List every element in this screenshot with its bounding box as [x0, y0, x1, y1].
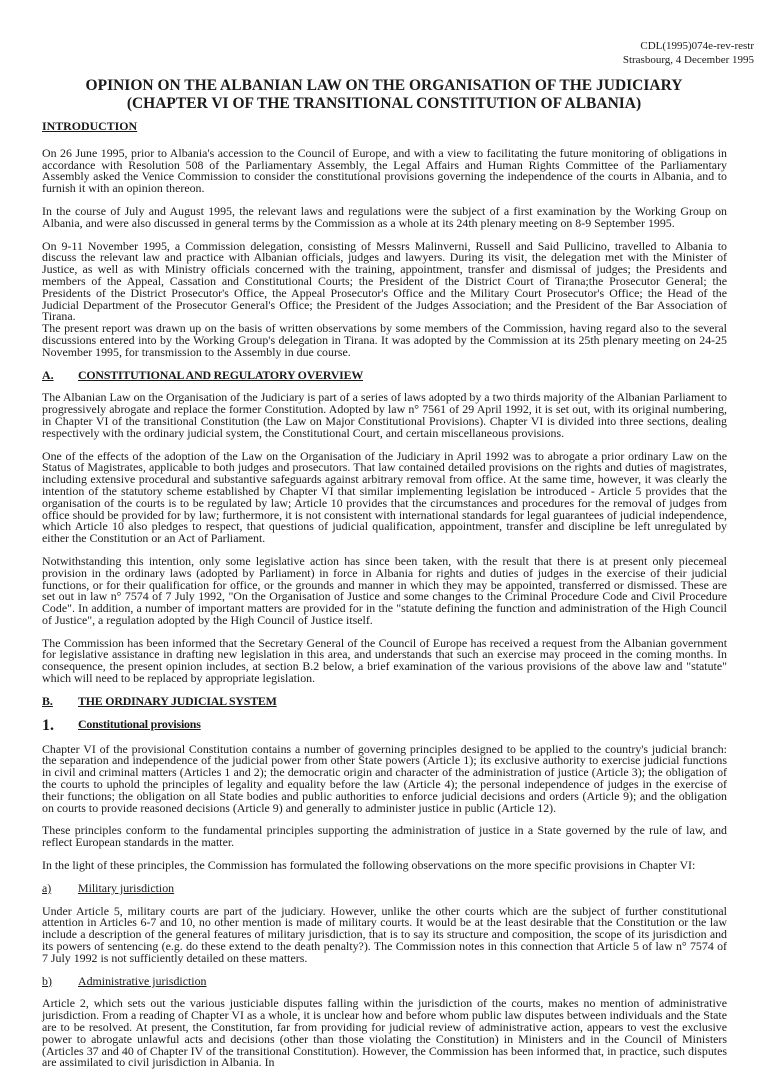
- document-title: [0, 77, 768, 113]
- section-a-label: A.: [42, 367, 54, 382]
- subsection-1-heading: [42, 716, 727, 734]
- section-b-paragraph-5: Article 2, which sets out the various justiciable disputes falling within the jurisdiction of the courts, makes no mention of administrative jurisdiction. From a reading of Chapter VI as a whole, it is unclear how and before whom public law disputes between individuals and the State are to be resolved. At present, the Constitution, far from providing for judicial review of administrative action, appears to vest the exclusive power to abrogate unlawful acts and decisions (other than those violating the Constitution) in Ministers and in the Council of Ministers (Articles 37 and 40 of Chapter IV of the transitional Constitution). However, the Commission has been informed that, in practice, such disputes are assimilated to civil jurisdiction in Albania. In: [42, 996, 727, 1070]
- subsection-a-title: Military jurisdiction: [78, 880, 175, 895]
- section-b-paragraph-3: In the light of these principles, the Commission has formulated the following observations on the more specific provisions in Chapter VI:: [42, 858, 696, 873]
- subsection-1-title: Constitutional provisions: [78, 716, 201, 731]
- reference-code: CDL(1995)074e-rev-restr: [640, 40, 754, 52]
- intro-paragraph-1: On 26 June 1995, prior to Albania's accession to the Council of Europe, and with a view to facilitating the future monitoring of obligations in accordance with Resolution 508 of the Parliamentary Assembly, the Legal Affairs and Human Rights Committee of the Parliamentary Assembly asked the Venice Commission to consider the constitutional provisions governing the independence of the courts in Albania, and to furnish it with an opinion thereon.: [42, 145, 727, 196]
- section-a-paragraph-2: One of the effects of the adoption of the Law on the Organisation of the Judiciary in April 1992 was to abrogate a prior ordinary Law on the Status of Magistrates, applicable to both judges and prosecutors. That law contained detailed provisions on the rights and duties of magistrates, including extensive procedural and substantive safeguards against arbitrary removal from office. At the same time, however, it was clearly the intention of the statutory scheme established by Chapter VI that similar implementing legislation be introduced - Article 5 provides that the organisation of the courts is to be regulated by law; Article 10 provides that the circumstances and procedures for the removal of judges from office should be provided for by law; furthermore, it is not consistent with international standards for legal guarantees of judicial independence, which Article 10 also pledges to respect, that questions of judicial qualification, appointment, transfer and discipline be left unregulated by either the Constitution or an Act of Parliament.: [42, 448, 727, 546]
- document-body: [42, 121, 727, 1080]
- title-line-2: (CHAPTER VI OF THE TRANSITIONAL CONSTITUTION OF ALBANIA): [126, 95, 642, 112]
- section-b-title: THE ORDINARY JUDICIAL SYSTEM: [78, 693, 277, 708]
- subsection-a-label: a): [42, 880, 52, 895]
- section-b-heading: [42, 693, 727, 708]
- intro-paragraph-3: On 9-11 November 1995, a Commission delegation, consisting of Messrs Malinverni, Russell and Said Pullicino, travelled to Albania to discuss the relevant law and practice with Albanian officials, judges and lawyers. During its visit, the delegation met with the Minister of Justice, as well as with Ministry officials concerned with the training, appointment, transfer and dismissal of judges; the Presidents and members of the Appeal, Cassation and Constitutional Courts; the President of the District Court of Tirana;the Prosecutor General; the Presidents of the District Prosecutor's Office, the Appeal Prosecutor's Office and the Military Court Prosecutor's Office; the Head of the Judicial Department of the Prosecutor General's Office; the President of the Judges Association; and the President of the Bar Association of Tirana.: [42, 238, 727, 324]
- subsection-b-heading: [42, 973, 727, 988]
- section-a-heading: [42, 367, 727, 382]
- introduction-heading: INTRODUCTION: [42, 119, 138, 133]
- section-a-paragraph-3: Notwithstanding this intention, only some legislative action has since been taken, with the result that there is at present only piecemeal provision in the ordinary laws (adopted by Parliament) in force in Albania for rights and duties of judges in the exercise of their judicial functions, or for their qualification for office, or the grounds and manner in which they may be appointed, transferred or dismissed. These are set out in law n° 7574 of 7 July 1992, "On the Organisation of Justice and some changes to the Criminal Procedure Code and Civil Procedure Code". In addition, a number of important matters are provided for in the "statute defining the function and administration of the High Council of Justice", a regulation adopted by the High Council of Justice itself.: [42, 553, 727, 627]
- section-b-paragraph-1: Chapter VI of the provisional Constitution contains a number of governing principles designed to be applied to the country's judicial branch: the separation and independence of the judicial power from other State powers (Article 1); its exclusive authority to exercise judicial functions in civil and criminal matters (Articles 1 and 2); the democratic origin and character of the administration of justice (Article 3); the obligation of the courts to uphold the principles of legality and equality before the law (Article 4); the personal independence of judges in the exercise of their functions; the obligation on all State bodies and public authorities to enforce judicial decisions and orders (Article 9); and the obligation on courts to provide reasoned decisions (Article 9) and generally to administer justice in public (Article 12).: [42, 741, 727, 815]
- section-a-title: CONSTITUTIONAL AND REGULATORY OVERVIEW: [78, 367, 364, 382]
- section-b-paragraph-2: These principles conform to the fundamental principles supporting the administration of justice in a State governed by the rule of law, and reflect European standards in the matter.: [42, 823, 727, 850]
- section-a-paragraph-1: The Albanian Law on the Organisation of the Judiciary is part of a series of laws adopted by a two thirds majority of the Albanian Parliament to progressively abrogate and replace the former Constitution. Adopted by law n° 7561 of 29 April 1992, it is set out, with its original numbering, in Chapter VI of the transitional Constitution (the Law on Major Constitutional Provisions). Chapter VI is divided into three sections, dealing respectively with the ordinary judicial system, the Constitutional Court, and certain miscellaneous provisions.: [42, 390, 727, 440]
- intro-paragraph-4: The present report was drawn up on the basis of written observations by some members of the Commission, having regard also to the several discussions entered into by the Working Group's delegation in Tirana. It was adopted by the Commission at its 25th plenary meeting on 24-25 November 1995, for transmission to the Assembly in due course.: [42, 321, 727, 359]
- subsection-a-heading: [42, 880, 727, 895]
- section-a-paragraph-4: The Commission has been informed that the Secretary General of the Council of Europe has received a request from the Albanian government for legislative assistance in drafting new legislation in this area, and understands that such an exercise may proceed in the coming months. In consequence, the present opinion includes, at section B.2 below, a brief examination of the various provisions of the above law and "statute" which will need to be replaced by appropriate legislation.: [42, 635, 727, 686]
- section-b-paragraph-4: Under Article 5, military courts are part of the judiciary. However, unlike the other courts which are the subject of further constitutional attention in Articles 6-7 and 10, no other mention is made of military courts. It would be at the least desirable that the Constitution or the law include a description of the general features of military jurisdiction, that is to say its structure and composition, the scope of its jurisdiction and its powers of sentencing (e.g. do these extend to the death penalty?). The Commission notes in this connection that Article 5 of law n° 7574 of 7 July 1992 is not sufficiently detailed on these matters.: [42, 903, 727, 965]
- document-reference: [623, 39, 754, 67]
- section-b-label: B.: [42, 693, 53, 708]
- title-line-1: OPINION ON THE ALBANIAN LAW ON THE ORGANISATION OF THE JUDICIARY: [85, 77, 683, 94]
- subsection-b-title: Administrative jurisdiction: [78, 973, 207, 988]
- subsection-b-label: b): [42, 973, 52, 988]
- intro-paragraph-2: In the course of July and August 1995, the relevant laws and regulations were the subject of a first examination by the Working Group on Albania, and were also discussed in general terms by the Commission as a whole at its 24th plenary meeting on 8-9 September 1995.: [42, 203, 727, 230]
- subsection-1-label: 1.: [42, 716, 54, 734]
- place-date: Strasbourg, 4 December 1995: [622, 54, 754, 66]
